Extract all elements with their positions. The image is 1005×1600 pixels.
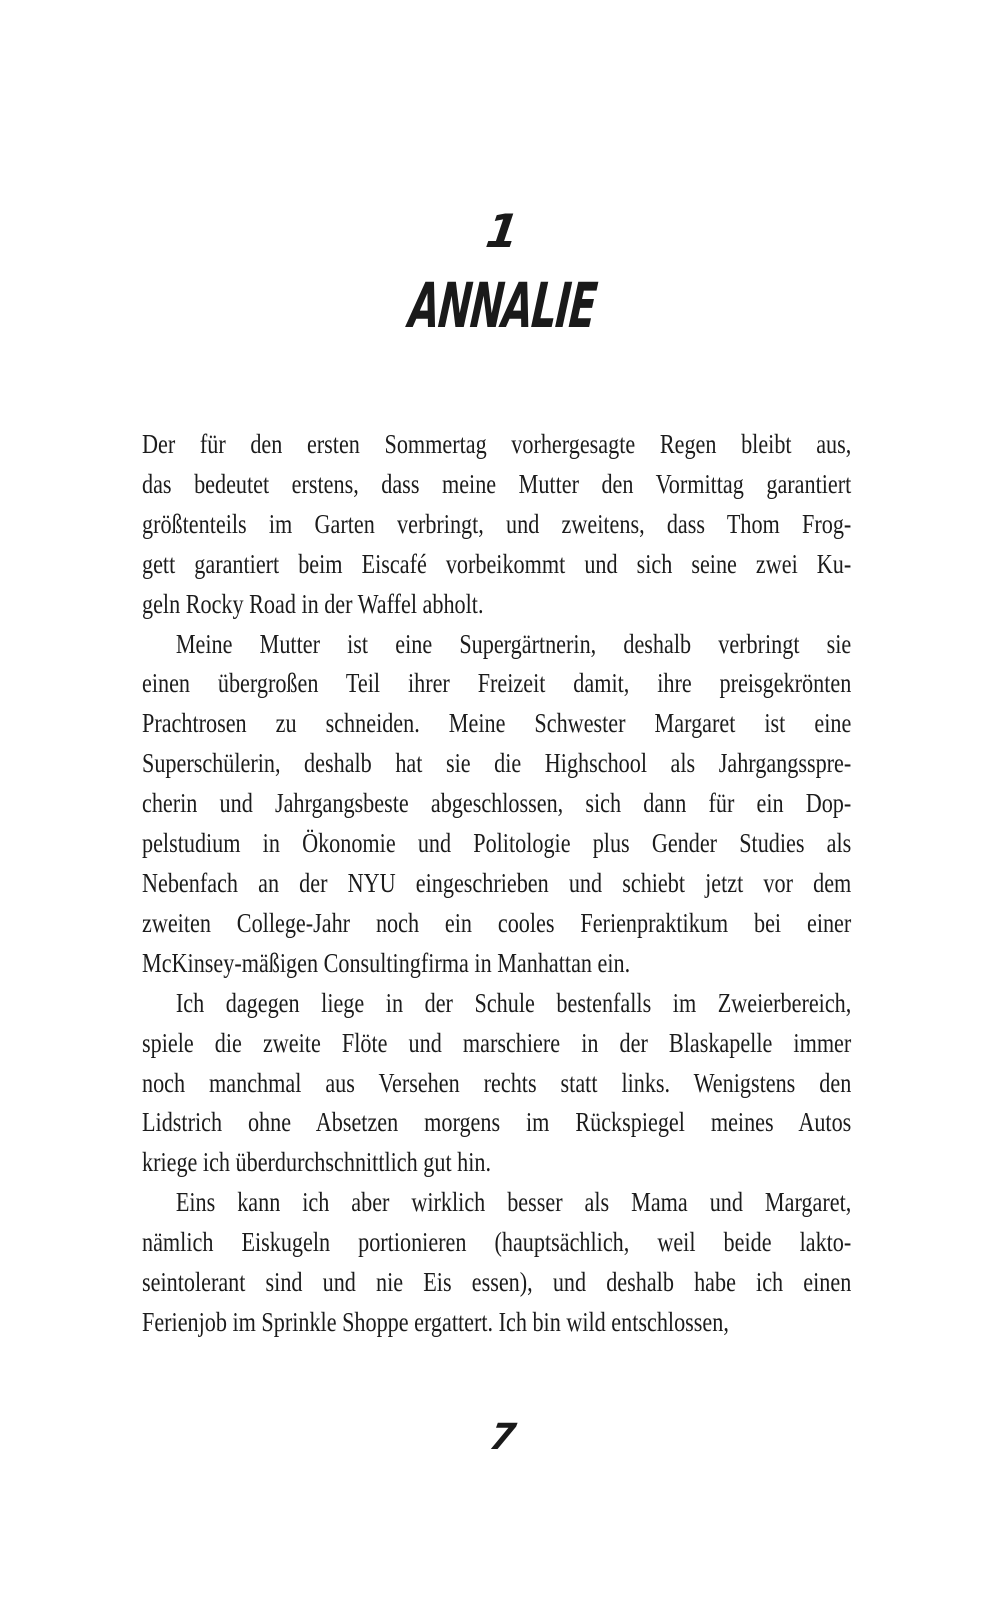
text-line: McKinsey-mäßigen Consultingfirma in Manhattan ein.: [142, 946, 631, 978]
text-line: das bedeutet erstens, dass meine Mutter den Vormittag garantiert: [142, 467, 852, 499]
text-line: Meine Mutter ist eine Supergärtnerin, deshalb verbringt sie: [175, 627, 852, 659]
text-line: nämlich Eiskugeln portionieren (hauptsächlich, weil beide lakto-: [142, 1226, 852, 1258]
chapter-number: 1: [482, 204, 523, 258]
text-line: zweiten College-Jahr noch ein cooles Ferienpraktikum bei einer: [142, 906, 852, 938]
paragraph: [142, 1182, 851, 1342]
text-line: einen übergroßen Teil ihrer Freizeit damit, ihre preisgekrönten: [142, 667, 852, 699]
paragraph: [142, 983, 851, 1183]
text-line: kriege ich überdurchschnittlich gut hin.: [142, 1146, 492, 1178]
body-text: [142, 424, 851, 1342]
text-line: seintolerant sind und nie Eis essen), und deshalb habe ich einen: [142, 1266, 852, 1298]
text-line: cherin und Jahrgangsbeste abgeschlossen, sich dann für ein Dop-: [142, 787, 852, 819]
text-line: Nebenfach an der NYU eingeschrieben und schiebt jetzt vor dem: [142, 866, 852, 898]
text-line: Eins kann ich aber wirklich besser als Mama und Margaret,: [175, 1186, 852, 1218]
text-line: gett garantiert beim Eiscafé vorbeikommt und sich seine zwei Ku-: [142, 547, 852, 579]
paragraph: [142, 624, 851, 983]
text-line: Prachtrosen zu schneiden. Meine Schwester Margaret ist eine: [142, 707, 852, 739]
chapter-title: ANNALIE: [406, 269, 599, 342]
text-line: noch manchmal aus Versehen rechts statt links. Wenigstens den: [142, 1066, 852, 1098]
text-line: spiele die zweite Flöte und marschiere in der Blaskapelle immer: [142, 1026, 852, 1058]
page-number: 7: [486, 1417, 519, 1458]
text-line: geln Rocky Road in der Waffel abholt.: [142, 587, 484, 619]
text-line: größtenteils im Garten verbringt, und zweitens, dass Thom Frog-: [142, 507, 852, 539]
text-line: Superschülerin, deshalb hat sie die Highschool als Jahrgangsspre-: [142, 747, 852, 779]
text-line: pelstudium in Ökonomie und Politologie plus Gender Studies als: [142, 827, 852, 859]
paragraph: [142, 424, 851, 624]
text-line: Der für den ersten Sommertag vorhergesagte Regen bleibt aus,: [142, 428, 852, 459]
text-line: Lidstrich ohne Absetzen morgens im Rückspiegel meines Autos: [142, 1106, 852, 1138]
text-line: Ich dagegen liege in der Schule bestenfalls im Zweierbereich,: [175, 986, 852, 1018]
text-line: Ferienjob im Sprinkle Shoppe ergattert. Ich bin wild entschlossen,: [142, 1305, 729, 1337]
